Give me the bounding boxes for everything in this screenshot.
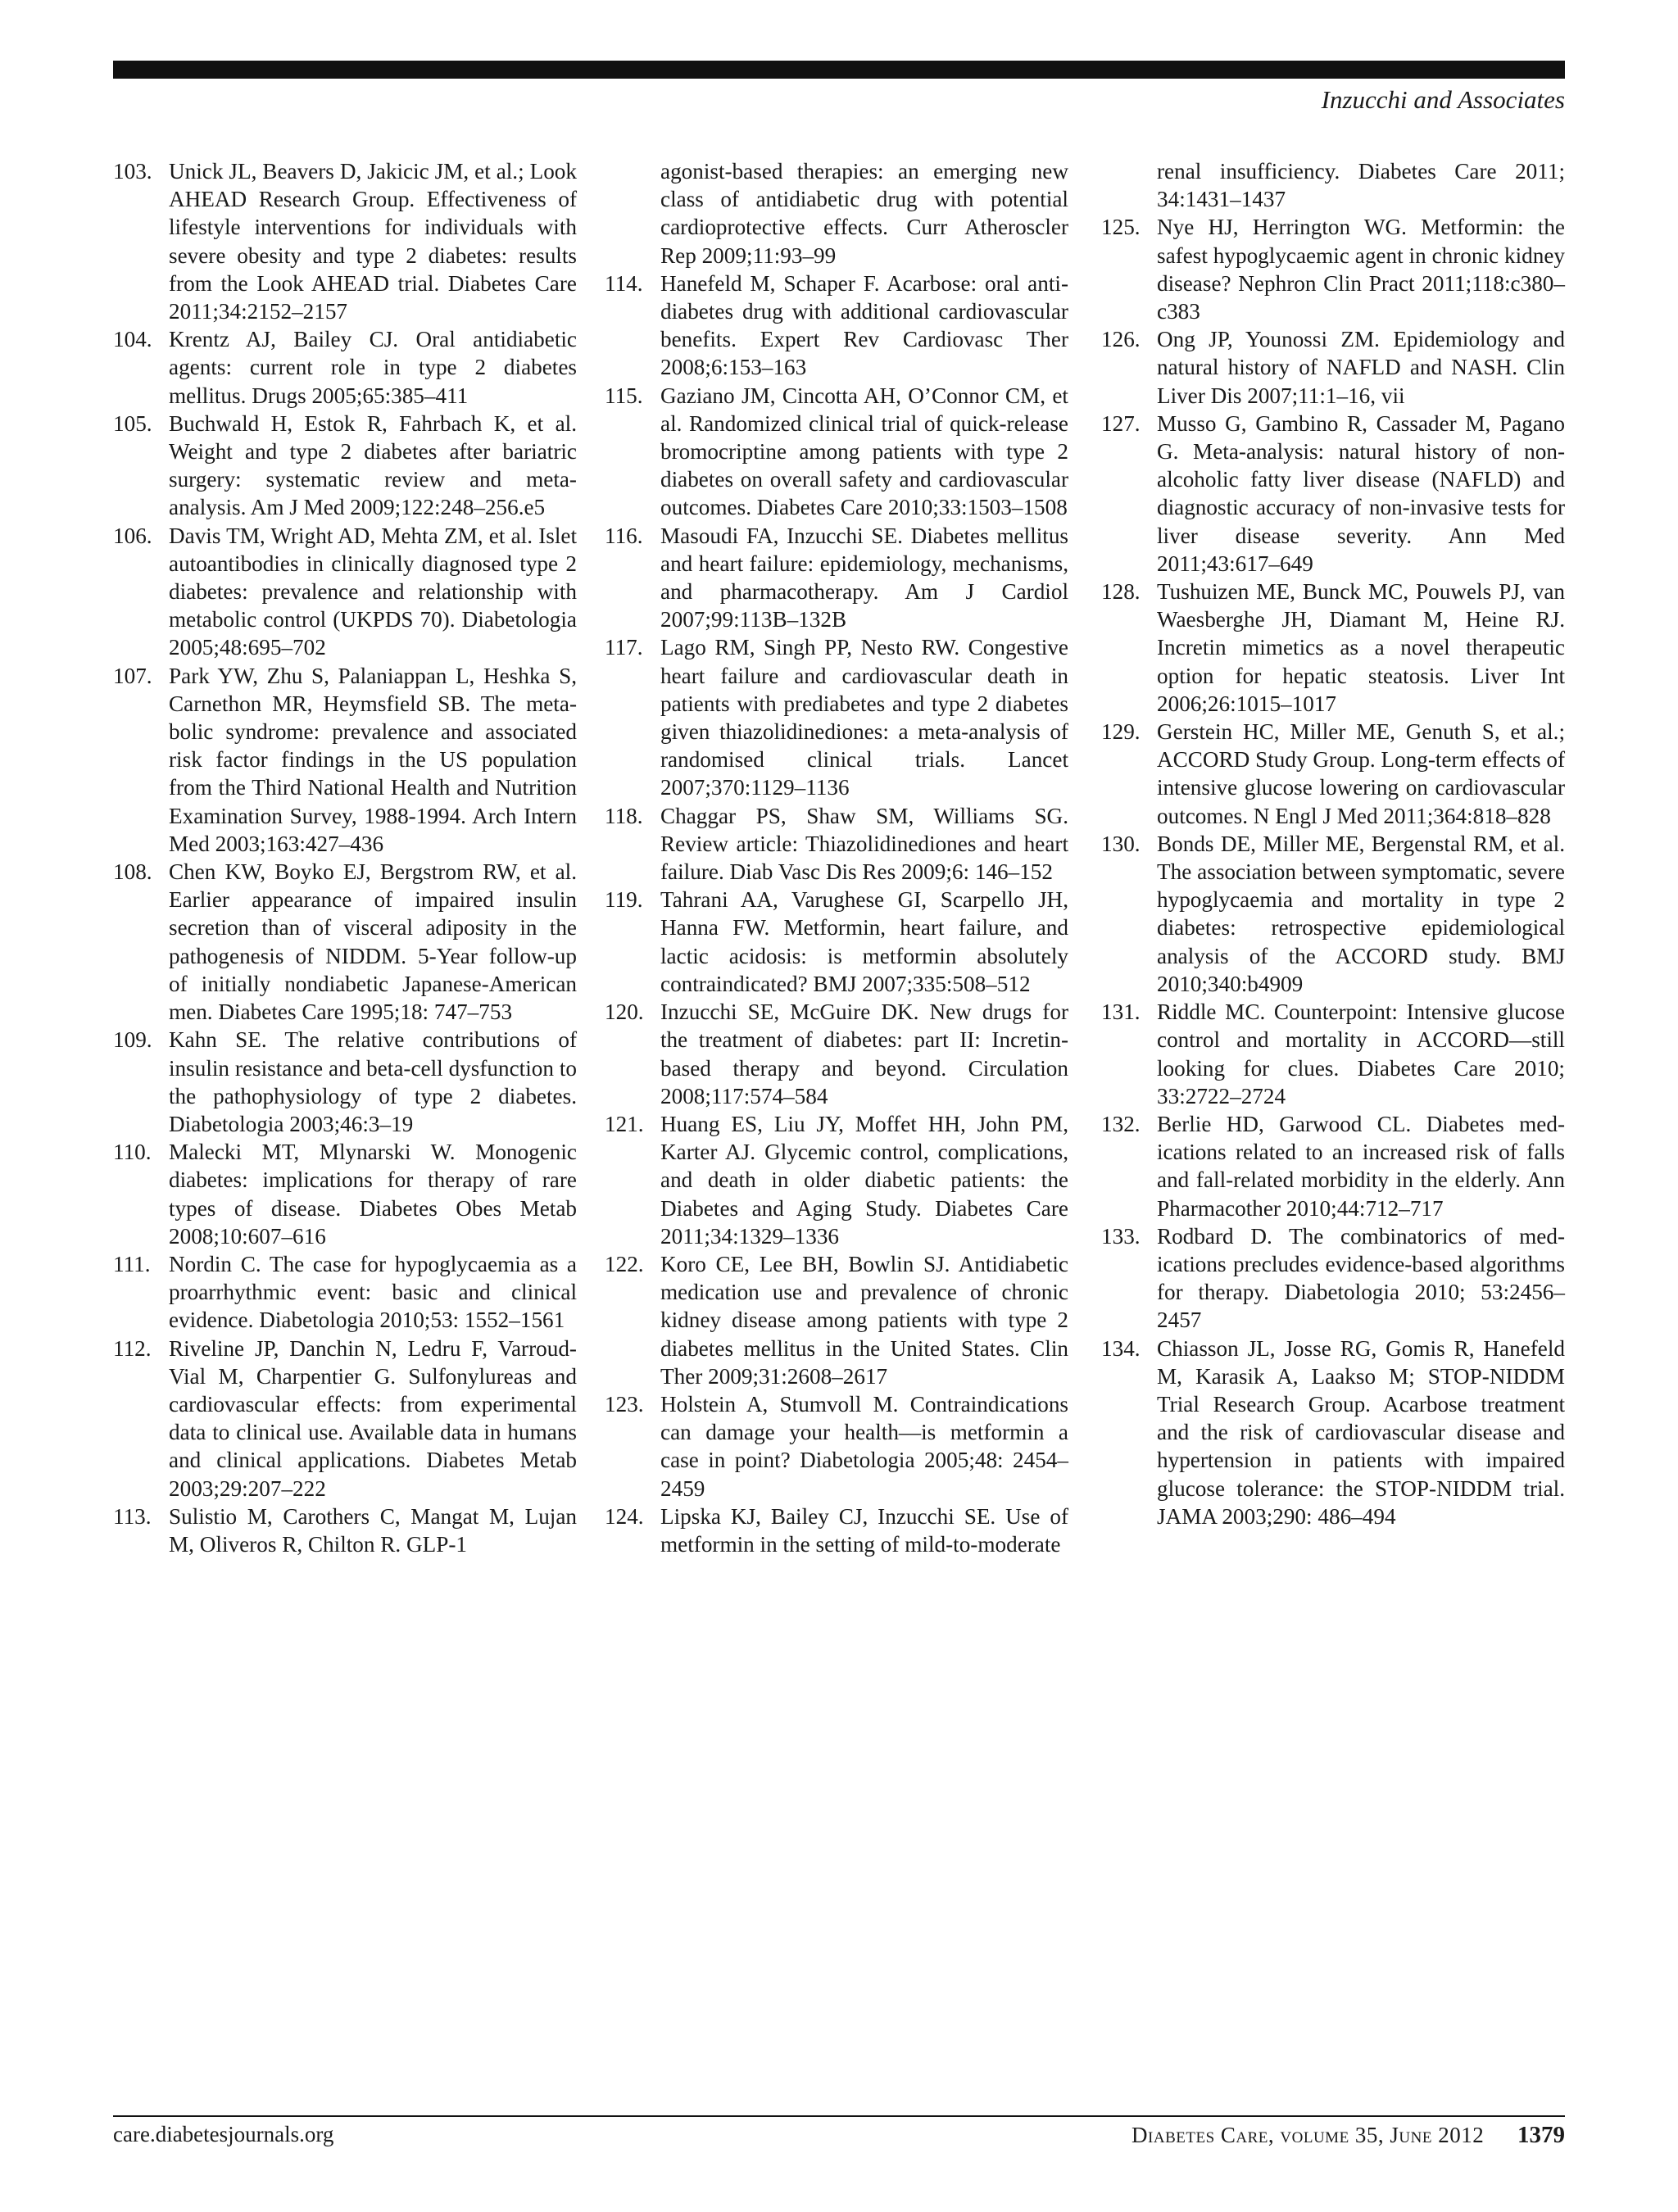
reference-item: [605, 382, 1068, 522]
reference-number: 120.: [605, 999, 644, 1025]
reference-text: Tahrani AA, Varughese GI, Scarpello JH, Hanna FW. Metformin, heart failure, and lactic acidosis: is metformin absolutely contraindicated? BMJ 2007;335:508–512: [660, 887, 1068, 996]
reference-item: [1101, 998, 1565, 1110]
reference-number: 128.: [1101, 579, 1141, 605]
page-number: 1379: [1517, 2122, 1565, 2148]
reference-number: 126.: [1101, 327, 1141, 352]
reference-item: [1101, 213, 1565, 325]
reference-text: Koro CE, Lee BH, Bowlin SJ. Antidiabetic medication use and prevalence of chronic kidney disease among patients with type 2 diabetes mellitus in the United States. Clin Ther 2009;31:2608–2617: [660, 1251, 1068, 1389]
reference-item: [113, 858, 577, 1026]
reference-item: [113, 157, 577, 325]
reference-text: agonist-based therapies: an emerging new class of antidiabetic drug with potential cardioprotective effects. Curr Atheroscler Rep 2009;11:93–99: [660, 159, 1068, 268]
reference-item: [605, 886, 1068, 998]
running-head: Inzucchi and Associates: [1321, 85, 1565, 114]
reference-text: Holstein A, Stumvoll M. Contraindications can damage your health—is metformin a case in point? Diabetologia 2005;48: 2454–2459: [660, 1391, 1068, 1501]
reference-item: [1101, 1335, 1565, 1530]
reference-number: 105.: [113, 410, 152, 436]
reference-text: Unick JL, Beavers D, Jakicic JM, et al.; Look AHEAD Research Group. Effectiveness of lifestyle interventions for individuals with severe obesity and type 2 diabetes: results from the Look AHEAD trial. Diabetes Care 2011;34:2152–2157: [169, 159, 577, 324]
reference-number: 133.: [1101, 1223, 1141, 1249]
reference-item: [113, 1026, 577, 1138]
reference-item: [113, 522, 577, 662]
reference-text: Tushuizen ME, Bunck MC, Pouwels PJ, van Waesberghe JH, Diamant M, Heine RJ. Incretin mimetics as a novel therapeutic option for hepatic steatosis. Liver Int 2006;26:1015–1017: [1157, 579, 1565, 716]
reference-text: Inzucchi SE, McGuire DK. New drugs for the treatment of diabetes: part II: Incretin-based therapy and beyond. Circulation 2008;117:574–584: [660, 999, 1068, 1108]
reference-number: 110.: [113, 1140, 152, 1165]
reference-text: Chiasson JL, Josse RG, Gomis R, Hanefeld M, Karasik A, Laakso M; STOP-NIDDM Trial Research Group. Acarbose treatment and the risk of cardiovascular disease and hypertension in patients with impaired glucose tolerance: the STOP-NIDDM trial. JAMA 2003;290: 486–494: [1157, 1335, 1565, 1529]
reference-item: [113, 410, 577, 522]
reference-text: Park YW, Zhu S, Palaniappan L, Heshka S, Carnethon MR, Heymsfield SB. The metabolic syndrome: prevalence and associated risk factor findings in the US population from the Third National Health and Nutrition Examination Survey, 1988-1994. Arch Intern Med 2003;163:427–436: [169, 663, 577, 856]
journal-url[interactable]: care.diabetesjournals.org: [113, 2122, 334, 2146]
reference-number: 109.: [113, 1027, 152, 1053]
reference-number: 112.: [113, 1335, 152, 1361]
reference-text: Davis TM, Wright AD, Mehta ZM, et al. Islet autoantibodies in clinically diagnosed type 2 diabetes: prevalence and relationship with metabolic control (UKPDS 70). Diabetologia 2005;48:695–702: [169, 523, 577, 660]
footer-info: [1132, 2122, 1565, 2149]
reference-text: Lago RM, Singh PP, Nesto RW. Congestive heart failure and cardiovascular death in patients with prediabetes and type 2 diabetes given thiazolidinediones: a meta-analysis of randomised clinical trials. Lancet 2007;370:1129–1136: [660, 635, 1068, 800]
reference-number: 127.: [1101, 410, 1141, 436]
footer-rule: [113, 2115, 1565, 2117]
reference-item: [605, 522, 1068, 634]
reference-item: [1101, 410, 1565, 578]
reference-text: Nordin C. The case for hypoglycaemia as a proarrhythmic event: basic and clinical evidence. Diabetologia 2010;53: 1552–1561: [169, 1251, 577, 1333]
reference-item: [605, 1390, 1068, 1503]
reference-text: Hanefeld M, Schaper F. Acarbose: oral anti-diabetes drug with additional cardiovascular benefits. Expert Rev Cardiovasc Ther 2008;6:153–163: [660, 270, 1068, 380]
reference-text: Riddle MC. Counterpoint: Intensive glucose control and mortality in ACCORD—still looking for clues. Diabetes Care 2010; 33:2722–2724: [1157, 999, 1565, 1108]
reference-text: Ong JP, Younossi ZM. Epidemiology and natural history of NAFLD and NASH. Clin Liver Dis 2007;11:1–16, vii: [1157, 327, 1565, 408]
reference-column-1: [113, 157, 577, 1558]
reference-item: [605, 157, 1068, 270]
reference-text: Huang ES, Liu JY, Moffet HH, John PM, Karter AJ. Glycemic control, complications, and death in older diabetic patients: the Diabetes and Aging Study. Diabetes Care 2011;34:1329–1336: [660, 1111, 1068, 1249]
reference-text: Buchwald H, Estok R, Fahrbach K, et al. Weight and type 2 diabetes after bariatric surgery: systematic review and meta-analysis. Am J Med 2009;122:248–256.e5: [169, 410, 577, 520]
reference-item: [1101, 157, 1565, 213]
header-bar: [113, 61, 1565, 79]
reference-text: Riveline JP, Danchin N, Ledru F, Varroud-Vial M, Charpentier G. Sulfonylureas and cardiovascular effects: from experimental data to clinical use. Available data in humans and clinical applications. Diabetes Metab 2003;29:207–222: [169, 1335, 577, 1501]
reference-column-2: [605, 157, 1068, 1558]
reference-text: Rodbard D. The combinatorics of medications precludes evidence-based algorithms for therapy. Diabetologia 2010; 53:2456–2457: [1157, 1223, 1565, 1333]
reference-text: Gaziano JM, Cincotta AH, O’Connor CM, et al. Randomized clinical trial of quick-release bromocriptine among patients with type 2 diabetes on overall safety and cardiovascular outcomes. Diabetes Care 2010;33:1503–1508: [660, 383, 1068, 520]
reference-text: Chaggar PS, Shaw SM, Williams SG. Review article: Thiazolidinediones and heart failure. Diab Vasc Dis Res 2009;6: 146–152: [660, 803, 1068, 885]
reference-text: Gerstein HC, Miller ME, Genuth S, et al.; ACCORD Study Group. Long-term effects of intensive glucose lowering on cardiovascular outcomes. N Engl J Med 2011;364:818–828: [1157, 719, 1565, 828]
reference-number: 117.: [605, 635, 643, 660]
reference-item: [605, 270, 1068, 382]
reference-number: 132.: [1101, 1111, 1141, 1136]
reference-text: renal insufficiency. Diabetes Care 2011; 34:1431–1437: [1157, 159, 1565, 212]
reference-item: [1101, 718, 1565, 830]
reference-item: [1101, 325, 1565, 410]
reference-number: 104.: [113, 327, 152, 352]
reference-text: Malecki MT, Mlynarski W. Monogenic diabetes: implications for therapy of rare types of disease. Diabetes Obes Metab 2008;10:607–616: [169, 1140, 577, 1249]
reference-number: 131.: [1101, 999, 1141, 1025]
reference-item: [1101, 1110, 1565, 1222]
reference-item: [605, 1110, 1068, 1250]
reference-number: 134.: [1101, 1335, 1141, 1361]
reference-item: [1101, 1222, 1565, 1335]
reference-item: [113, 1250, 577, 1335]
reference-number: 118.: [605, 803, 643, 828]
reference-number: 108.: [113, 859, 152, 885]
reference-number: 107.: [113, 663, 152, 688]
reference-number: 106.: [113, 523, 152, 548]
reference-number: 122.: [605, 1251, 644, 1276]
reference-column-3: [1101, 157, 1565, 1530]
reference-text: Chen KW, Boyko EJ, Bergstrom RW, et al. Earlier appearance of impaired insulin secretion than of visceral adiposity in the pathogenesis of NIDDM. 5-Year follow-up of initially nondiabetic Japanese-American men. Diabetes Care 1995;18: 747–753: [169, 859, 577, 1025]
reference-item: [113, 1138, 577, 1250]
reference-item: [605, 998, 1068, 1110]
reference-text: Berlie HD, Garwood CL. Diabetes medications related to an increased risk of falls and fall-related morbidity in the elderly. Ann Pharmacother 2010;44:712–717: [1157, 1111, 1565, 1221]
reference-text: Krentz AJ, Bailey CJ. Oral antidiabetic agents: current role in type 2 diabetes mellitus. Drugs 2005;65:385–411: [169, 327, 577, 408]
reference-item: [113, 1335, 577, 1503]
reference-number: 129.: [1101, 719, 1141, 745]
reference-item: [605, 1503, 1068, 1558]
reference-text: Masoudi FA, Inzucchi SE. Diabetes mellitus and heart failure: epidemiology, mechanisms, and pharmacotherapy. Am J Cardiol 2007;99:113B–132B: [660, 523, 1068, 632]
reference-number: 123.: [605, 1391, 644, 1416]
reference-number: 114.: [605, 270, 643, 296]
reference-number: 113.: [113, 1503, 152, 1529]
reference-text: Sulistio M, Carothers C, Mangat M, Lujan M, Oliveros R, Chilton R. GLP-1: [169, 1503, 577, 1557]
journal-citation: Diabetes Care, volume 35, June 2012: [1132, 2123, 1485, 2147]
reference-number: 103.: [113, 159, 152, 184]
reference-item: [605, 1250, 1068, 1390]
reference-item: [113, 662, 577, 858]
reference-item: [1101, 830, 1565, 998]
reference-number: 111.: [113, 1251, 151, 1276]
reference-number: 130.: [1101, 831, 1141, 856]
reference-number: 125.: [1101, 215, 1141, 240]
reference-text: Bonds DE, Miller ME, Bergenstal RM, et al. The association between symptomatic, severe hypoglycaemia and mortality in type 2 diabetes: retrospective epidemiological analysis of the ACCORD study. BMJ 2010;340:b4909: [1157, 831, 1565, 996]
reference-number: 119.: [605, 887, 643, 913]
reference-text: Lipska KJ, Bailey CJ, Inzucchi SE. Use of metformin in the setting of mild-to-moderate: [660, 1503, 1068, 1557]
reference-text: Musso G, Gambino R, Cassader M, Pagano G. Meta-analysis: natural history of non-alcoholic fatty liver disease (NAFLD) and diagnostic accuracy of non-invasive tests for liver disease severity. Ann Med 2011;43:617–649: [1157, 410, 1565, 576]
reference-item: [605, 633, 1068, 801]
reference-item: [605, 802, 1068, 886]
reference-number: 121.: [605, 1111, 644, 1136]
reference-item: [1101, 578, 1565, 718]
reference-item: [113, 325, 577, 410]
reference-number: 115.: [605, 383, 643, 408]
reference-text: Kahn SE. The relative contributions of insulin resistance and beta-cell dysfunction to the pathophysiology of type 2 diabetes. Diabetologia 2003;46:3–19: [169, 1027, 577, 1136]
reference-item: [113, 1503, 577, 1558]
reference-number: 124.: [605, 1503, 644, 1529]
reference-text: Nye HJ, Herrington WG. Metformin: the safest hypoglycaemic agent in chronic kidney disease? Nephron Clin Pract 2011;118:c380–c383: [1157, 215, 1565, 324]
reference-number: 116.: [605, 523, 643, 548]
